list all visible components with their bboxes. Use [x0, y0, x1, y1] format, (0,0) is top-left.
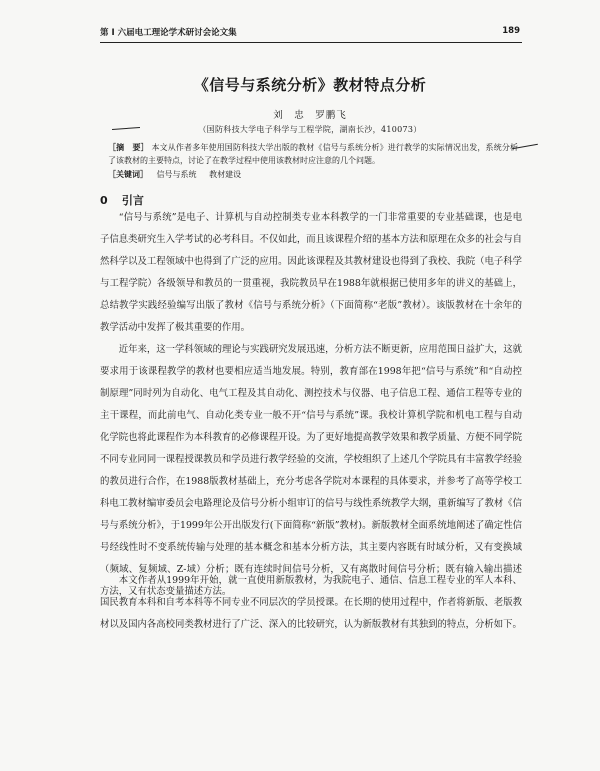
body-paragraph: [100, 339, 522, 603]
section-number: 0: [100, 194, 108, 207]
paper-affiliation: （国防科技大学电子科学与工程学院，湖南长沙，410073）: [198, 125, 422, 134]
section-title: 引言: [121, 194, 144, 207]
section-heading: [100, 192, 300, 208]
abstract-text: 本文从作者多年使用国防科技大学出版的教材《信号与系统分析》进行教学的实际情况出发，系统分析了该教材的主要特点，讨论了在教学过程中使用该教材时应注意的几个问题。: [108, 143, 519, 165]
paragraph-text: 近年来，这一学科领域的理论与实践研究发展迅速，分析方法不断更新，应用范围日益扩大，这就要求用于该课程教学的教材也要相应适当地发展。特别，教育部在1998年把“信号与系统”和“自动控制原理”同时列为自动化、电气工程及其自动化、测控技术与仪器、电子信息工程、通信工程等专业的主干课程，而此前电气、自动化类专业一般不开“信号与系统”课。我校计算机学院和机电工程与自动化学院也将此课程作为本科教育的必修课程开设。为了更好地提高教学效果和教学质量、方便不同学院不同专业同同一课程授课教员和学员进行教学经验的交流，学校组织了上述几个学院具有丰富教学经验的教员进行合作，在1988版教材基础上，充分考虑各学院对本课程的具体要求，并参考了高等学校工科电工教材编审委员会电路理论及信号分析小组审订的信号与线性系统教学大纲，重新编写了教材《信号与系统分析》，于1999年公开出版发行(下面简称“新版”教材)。新版教材全面系统地阐述了确定性信号经线性时不变系统传输与处理的基本概念和基本分析方法，其主要内容既有时域分析，又有变换域（频域、复频域、Z-域）分析；既有连续时间信号分析，又有离散时间信号分析；既有输入输出描述方法，又有状态变量描述方法。: [100, 344, 522, 597]
keywords: [108, 168, 518, 181]
header-proceedings-title: 第 I 六届电工理论学术研讨会论文集: [100, 28, 237, 38]
keywords-label: ［关键词］: [108, 169, 148, 179]
header-rule: [100, 42, 522, 43]
page-number: 189: [502, 26, 520, 36]
running-header: [100, 26, 520, 40]
body-paragraph: [100, 207, 522, 339]
paragraph-text: 本文作者从1999年开始，就一直使用新版教材，为我院电子、通信、信息工程专业的军人本科、国民教育本科和自考本科等不同专业不同层次的学员授课。在长期的使用过程中，作者将新版、老版教材以及国内各高校同类教材进行了广泛、深入的比较研究，认为新版教材有其独到的特点，分析如下。: [100, 575, 522, 630]
body-paragraph: [100, 570, 522, 636]
abstract-label: ［摘 要］: [108, 142, 149, 152]
paper-title: 《信号与系统分析》教材特点分析: [193, 76, 427, 94]
paragraph-text: “信号与系统”是电子、计算机与自动控制类专业本科教学的一门非常重要的专业基础课，也是电子信息类研究生入学考试的必考科目。不仅如此，而且该课程介绍的基本方法和原理在众多的社会与自然科学以及工程领域中也得到了广泛的应用。因此该课程及其教材建设也得到了我校、我院（电子科学与工程学院）各级领导和教员的一贯重视，我院教员早在1988年就根据已使用多年的讲义的基础上，总结教学实践经验编写出版了教材《信号与系统分析》（下面简称“老版”教材）。该版教材在十余年的教学活动中发挥了极其重要的作用。: [100, 212, 522, 333]
paper-authors: 刘 忠 罗鹏飞: [273, 110, 347, 121]
keyword: 教材建设: [209, 170, 242, 179]
abstract: [108, 141, 518, 167]
keyword: 信号与系统: [156, 170, 197, 179]
